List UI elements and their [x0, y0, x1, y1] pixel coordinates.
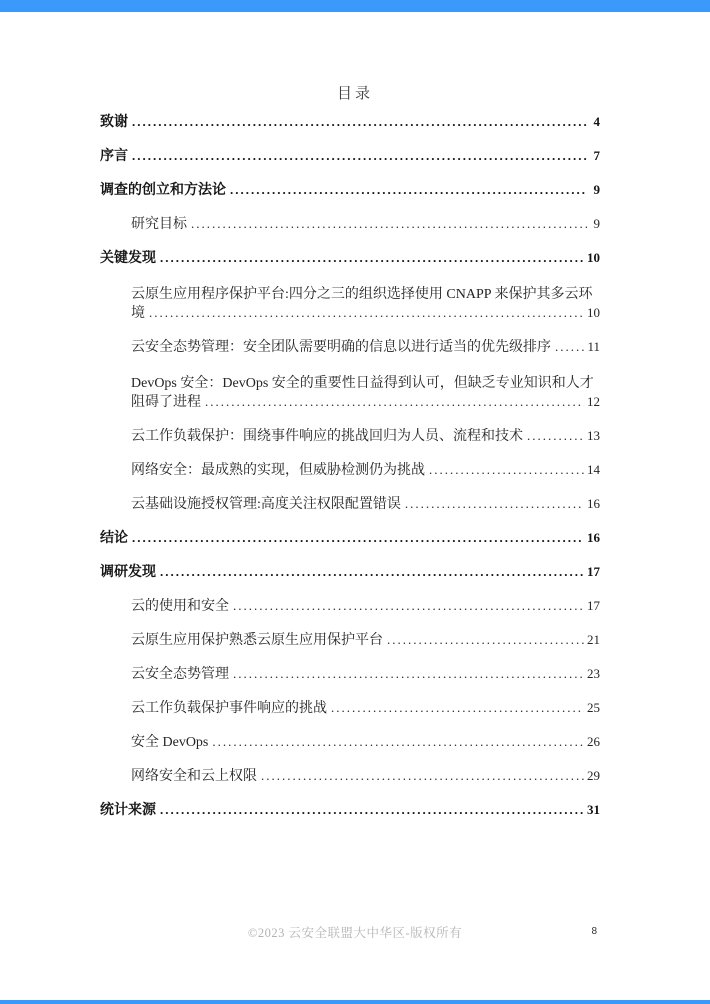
dot-leader [233, 666, 584, 683]
toc-entry-page: 9 [593, 182, 600, 197]
toc-entry-page: 16 [587, 530, 600, 545]
toc-entry[interactable] [100, 339, 600, 356]
toc-entry-page: 7 [593, 148, 600, 163]
dot-leader [429, 462, 584, 479]
toc-entry[interactable] [100, 114, 600, 131]
toc-entry[interactable] [100, 598, 600, 615]
toc-entry-label: 云安全态势管理 [131, 667, 229, 682]
toc-entry-page: 13 [587, 428, 600, 443]
toc-entry[interactable] [100, 530, 600, 547]
toc-entry-page: 9 [593, 216, 600, 231]
toc-entry-label: 序言 [100, 149, 128, 164]
toc-entry-label-line2: 境 [131, 306, 145, 321]
dot-leader [405, 496, 584, 513]
toc-entry-label: 安全 DevOps [131, 735, 209, 750]
dot-leader [205, 394, 584, 411]
toc-entry-page: 25 [587, 700, 600, 715]
toc-entry-label-line2: 阻碍了进程 [131, 395, 201, 410]
dot-leader [132, 114, 587, 131]
dot-leader [191, 216, 587, 233]
toc-entry[interactable] [100, 216, 600, 233]
toc-entry-page: 17 [587, 598, 600, 613]
toc-entry-page: 14 [587, 462, 600, 477]
toc-entry-label: 云工作负载保护事件响应的挑战 [131, 701, 327, 716]
toc-entry-label: 云原生应用保护熟悉云原生应用保护平台 [131, 633, 383, 648]
toc-entry-label: 调查的创立和方法论 [100, 183, 226, 198]
toc-entry-page: 31 [587, 802, 600, 817]
dot-leader [331, 700, 584, 717]
toc-entry-label-line1: DevOps 安全：DevOps 安全的重要性日益得到认可，但缺乏专业知识和人才 [131, 376, 594, 391]
toc-entry-page: 21 [587, 632, 600, 647]
toc-entry-label: 网络安全：最成熟的实现，但威胁检测仍为挑战 [131, 463, 425, 478]
toc-entry-label: 研究目标 [131, 217, 187, 232]
dot-leader [212, 734, 584, 751]
toc-entry-label: 关键发现 [100, 251, 156, 266]
table-of-contents [100, 114, 600, 836]
toc-entry-label: 云基础设施授权管理:高度关注权限配置错误 [131, 497, 401, 512]
toc-entry-page: 11 [587, 339, 600, 354]
dot-leader [132, 148, 587, 165]
toc-entry-page: 10 [587, 250, 600, 265]
toc-entry[interactable] [100, 666, 600, 683]
dot-leader [160, 802, 584, 819]
toc-entry-label: 云安全态势管理：安全团队需要明确的信息以进行适当的优先级排序 [131, 340, 551, 355]
toc-entry-label: 调研发现 [100, 565, 156, 580]
toc-entry[interactable] [100, 148, 600, 165]
dot-leader [132, 530, 584, 547]
toc-entry-page: 26 [587, 734, 600, 749]
toc-entry-label: 统计来源 [100, 803, 156, 818]
page-title: 目录 [336, 86, 373, 102]
toc-entry-label: 网络安全和云上权限 [131, 769, 257, 784]
footer-page-number: 8 [591, 926, 597, 937]
dot-leader [233, 598, 584, 615]
top-accent-bar [0, 0, 710, 12]
dot-leader [230, 182, 587, 199]
dot-leader [261, 768, 584, 785]
toc-entry[interactable] [100, 373, 600, 411]
dot-leader [387, 632, 584, 649]
toc-entry-label: 致谢 [100, 115, 128, 130]
toc-entry[interactable] [100, 802, 600, 819]
dot-leader [527, 428, 584, 445]
toc-entry-page: 4 [593, 114, 600, 129]
toc-entry[interactable] [100, 496, 600, 513]
toc-entry-label: 云工作负载保护：围绕事件响应的挑战回归为人员、流程和技术 [131, 429, 523, 444]
dot-leader [160, 564, 584, 581]
toc-entry-page: 10 [587, 305, 600, 320]
toc-entry[interactable] [100, 428, 600, 445]
toc-entry[interactable] [100, 182, 600, 199]
dot-leader [555, 339, 584, 356]
toc-entry-page: 23 [587, 666, 600, 681]
toc-entry[interactable] [100, 564, 600, 581]
dot-leader [160, 250, 584, 267]
toc-entry[interactable] [100, 700, 600, 717]
toc-entry[interactable] [100, 462, 600, 479]
toc-entry[interactable] [100, 632, 600, 649]
toc-entry-label: 结论 [100, 531, 128, 546]
toc-entry-page: 29 [587, 768, 600, 783]
toc-entry-label: 云的使用和安全 [131, 599, 229, 614]
dot-leader [149, 305, 584, 322]
toc-entry-label-line1: 云原生应用程序保护平台:四分之三的组织选择使用 CNAPP 来保护其多云环 [131, 287, 593, 302]
toc-entry[interactable] [100, 284, 600, 322]
toc-entry-page: 17 [587, 564, 600, 579]
toc-entry[interactable] [100, 250, 600, 267]
toc-entry-page: 12 [587, 394, 600, 409]
footer-copyright: ©2023 云安全联盟大中华区-版权所有 [247, 926, 463, 940]
bottom-accent-bar [0, 1000, 710, 1004]
toc-entry-page: 16 [587, 496, 600, 511]
toc-entry[interactable] [100, 734, 600, 751]
toc-entry[interactable] [100, 768, 600, 785]
